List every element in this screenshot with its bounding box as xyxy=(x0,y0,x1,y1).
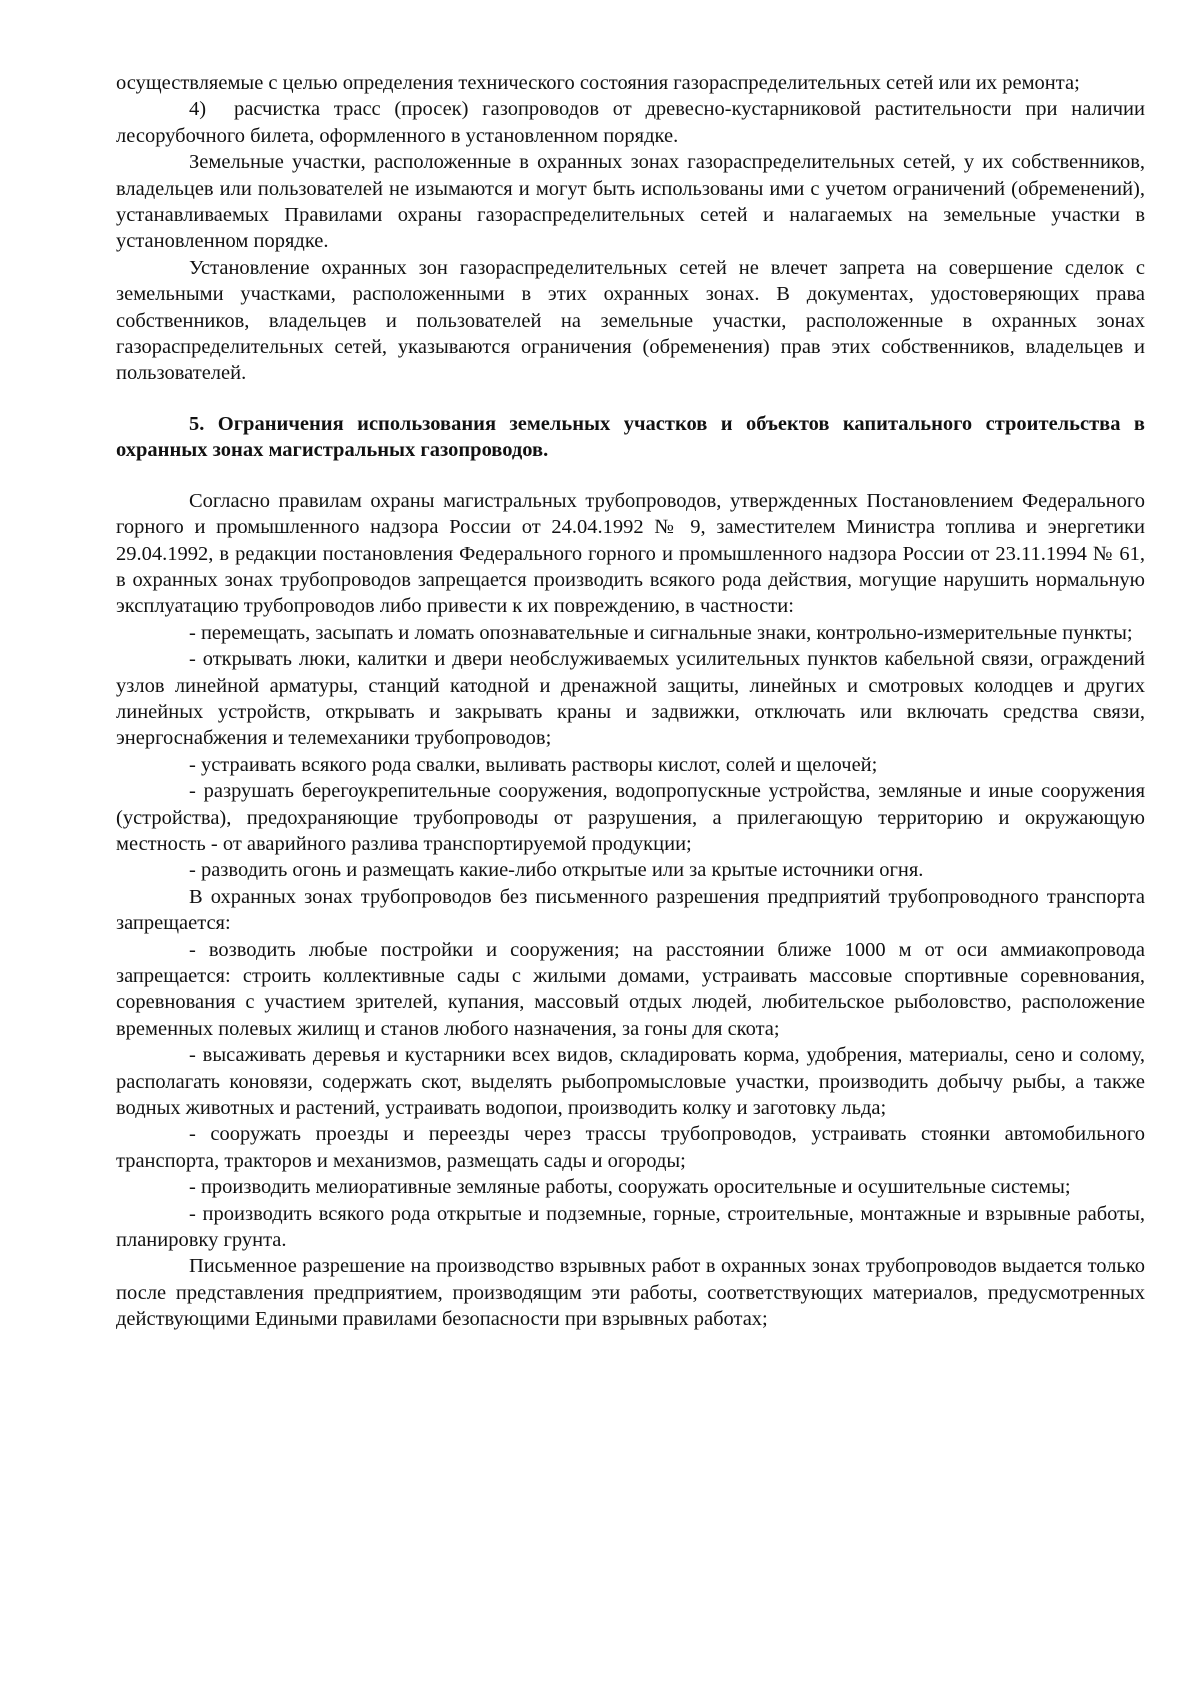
list-item: - перемещать, засыпать и ломать опознавательные и сигнальные знаки, контрольно-измерительные пункты; xyxy=(189,621,1133,644)
paragraph-protected-zones: Установление охранных зон газораспределительных сетей не влечет запрета на совершение сделок с земельными участками, расположенными в этих охранных зонах. В документах, удостоверяющих права собственников, владельцев и пользователей на земельные участки, расположенные в охранных зонах газораспределительных сетей, указываются ограничения (обременения) прав этих собственников, владельцев и пользователей. xyxy=(116,256,1145,385)
list-item: - возводить любые постройки и сооружения; на расстоянии ближе 1000 м от оси аммиакопровода запрещается: строить коллективные сады с жилыми домами, устраивать массовые спортивные соревнования, соревнования с участием зрителей, купания, массовый отдых людей, любительское рыболовство, расположение временных полевых жилищ и станов любого назначения, за гоны для скота; xyxy=(116,938,1145,1040)
list-item-text: расчистка трасс (просек) газопроводов от древесно-кустарниковой растительности при наличии лесорубочного билета, оформленного в установленном порядке. xyxy=(116,98,1145,147)
list-item: - разрушать берегоукрепительные сооружения, водопропускные устройства, земляные и иные сооружения (устройства), предохраняющие трубопроводы от разрушения, а прилегающую территорию и окружающую местность - от аварийного разлива транспортируемой продукции; xyxy=(116,780,1145,855)
list-item-number: 4) xyxy=(189,98,207,121)
list-item-4 xyxy=(116,96,1145,149)
section-heading: 5. Ограничения использования земельных участков и объектов капитального строительства в охранных зонах магистральных газопроводов. xyxy=(116,412,1145,462)
paragraph-rules: Согласно правилам охраны магистральных трубопроводов, утвержденных Постановлением Федерального горного и промышленного надзора России от 24.04.1992 № 9, заместителем Министра топлива и энергетики 29.04.1992, в редакции постановления Федерального горного и промышленного надзора России от 23.11.1994 № 61, в охранных зонах трубопроводов запрещается производить всякого рода действия, могущие нарушить нормальную эксплуатацию трубопроводов либо привести к их повреждению, в частности: xyxy=(116,489,1145,618)
list-item: - производить всякого рода открытые и подземные, горные, строительные, монтажные и взрывные работы, планировку грунта. xyxy=(116,1202,1145,1252)
list-item: - высаживать деревья и кустарники всех видов, складировать корма, удобрения, материалы, сено и солому, располагать коновязи, содержать скот, выделять рыбопромысловые участки, производить добычу рыбы, а также водных животных и растений, устраивать водопои, производить колку и заготовку льда; xyxy=(116,1044,1145,1120)
list-item: - сооружать проезды и переезды через трассы трубопроводов, устраивать стоянки автомобильного транспорта, тракторов и механизмов, размещать сады и огороды; xyxy=(116,1123,1145,1172)
paragraph-prohibitions: В охранных зонах трубопроводов без письменного разрешения предприятий трубопроводного транспорта запрещается: xyxy=(116,885,1145,935)
list-item: - устраивать всякого рода свалки, выливать растворы кислот, солей и щелочей; xyxy=(189,753,878,776)
paragraph-land-plots: Земельные участки, расположенные в охранных зонах газораспределительных сетей, у их собственников, владельцев или пользователей не изымаются и могут быть использованы ими с учетом ограничений (обременений), устанавливаемых Правилами охраны газораспределительных сетей и налагаемых на земельные участки в установленном порядке. xyxy=(116,151,1145,253)
list-item: - открывать люки, калитки и двери необслуживаемых усилительных пунктов кабельной связи, ограждений узлов линейной арматуры, станций катодной и дренажной защиты, линейных и смотровых колодцев и других линейных устройств, открывать и закрывать краны и задвижки, отключать или включать средства связи, энергоснабжения и телемеханики трубопроводов; xyxy=(116,648,1145,750)
list-item: - разводить огонь и размещать какие-либо открытые или за крытые источники огня. xyxy=(189,859,924,882)
list-item: - производить мелиоративные земляные работы, сооружать оросительные и осушительные системы; xyxy=(189,1176,1071,1199)
paragraph-explosive-works: Письменное разрешение на производство взрывных работ в охранных зонах трубопроводов выдается только после представления предприятием, производящим эти работы, соответствующих материалов, предусмотренных действующими Едиными правилами безопасности при взрывных работах; xyxy=(116,1255,1145,1331)
paragraph-continuation: осуществляемые с целью определения технического состояния газораспределительных сетей или их ремонта; xyxy=(116,72,1080,94)
